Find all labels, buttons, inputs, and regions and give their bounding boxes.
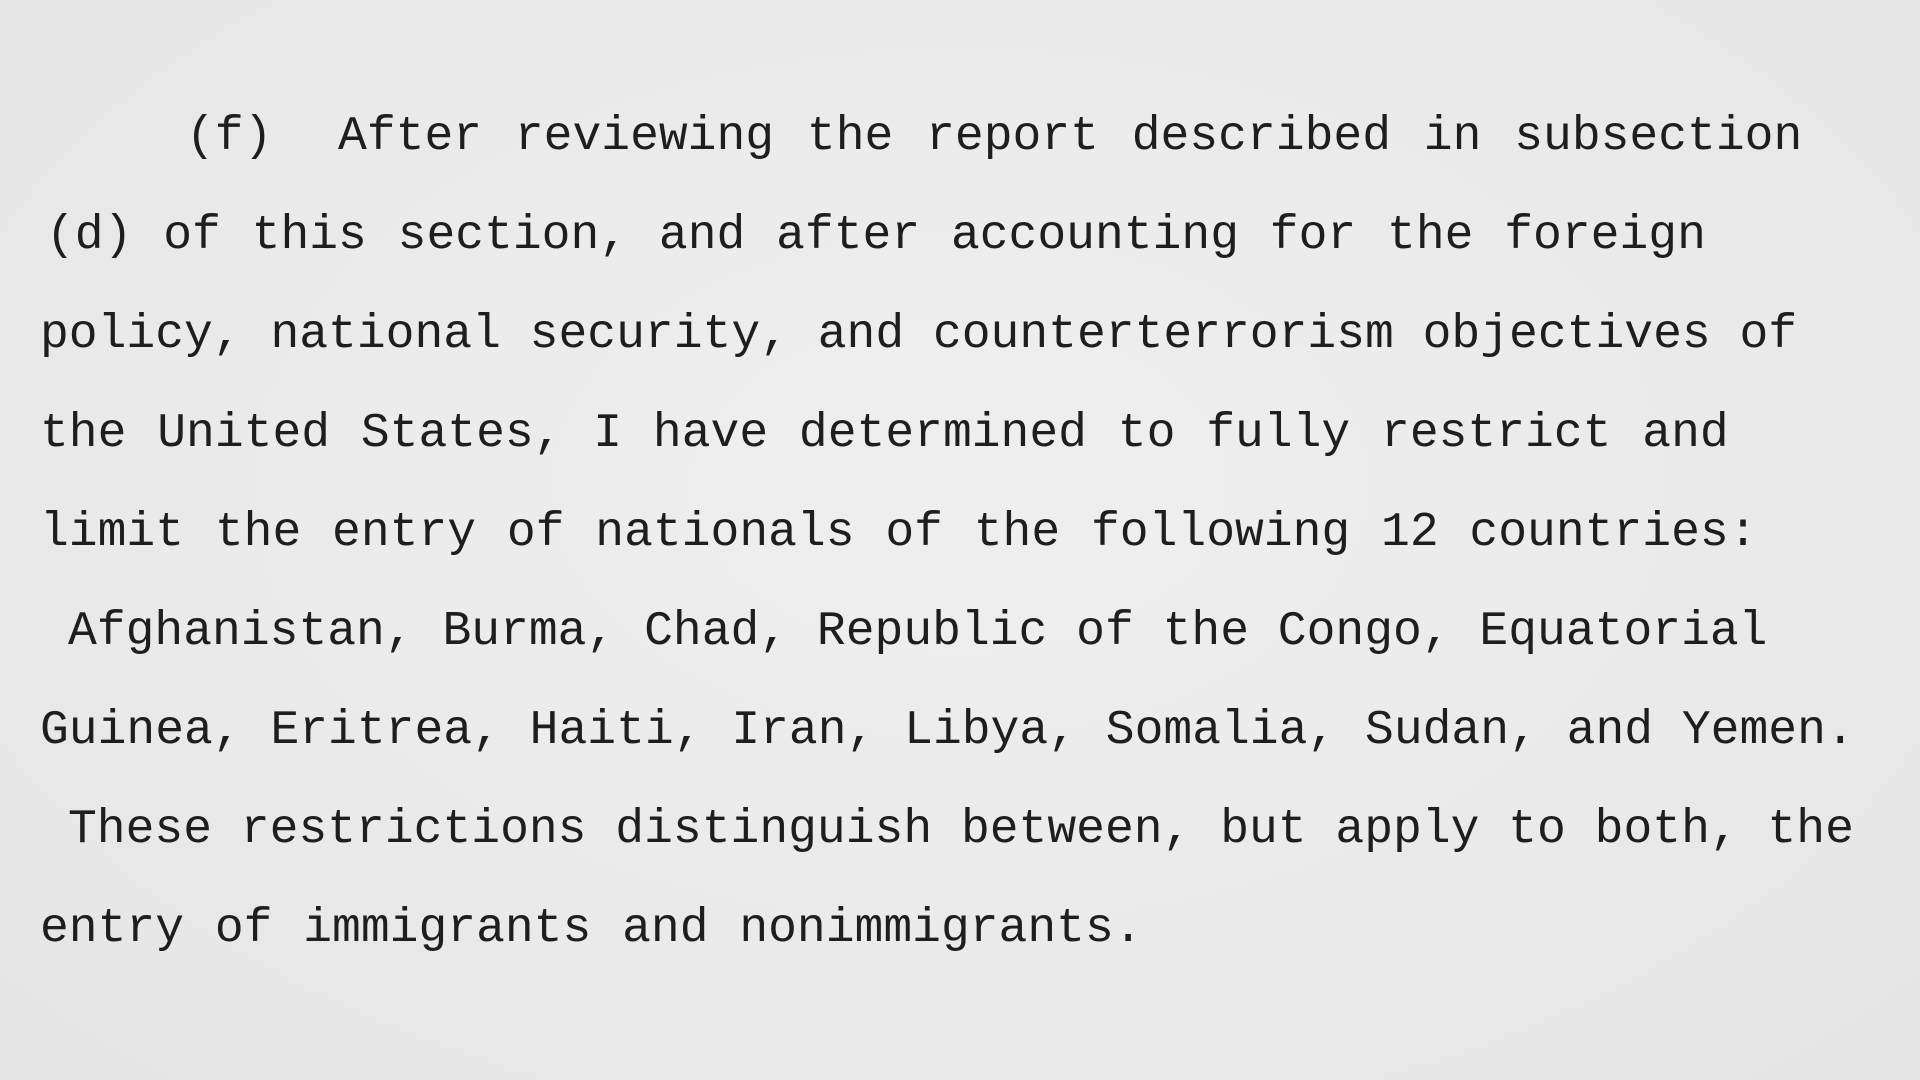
text-line-1: (f) After reviewing the report described in subsection <box>186 110 1803 164</box>
text-line-9: entry of immigrants and nonimmigrants. <box>40 902 1143 956</box>
text-line-4: the United States, I have determined to fully restrict and <box>40 407 1729 461</box>
text-line-3: policy, national security, and counterterrorism objectives of <box>40 308 1798 362</box>
text-line-5: limit the entry of nationals of the following 12 countries: <box>40 506 1758 560</box>
text-line-6: Afghanistan, Burma, Chad, Republic of the Congo, Equatorial <box>68 605 1768 659</box>
text-line-8: These restrictions distinguish between, but apply to both, the <box>68 803 1854 857</box>
text-line-7: Guinea, Eritrea, Haiti, Iran, Libya, Somalia, Sudan, and Yemen. <box>40 704 1855 758</box>
text-line-2: (d) of this section, and after accounting for the foreign <box>46 209 1706 263</box>
